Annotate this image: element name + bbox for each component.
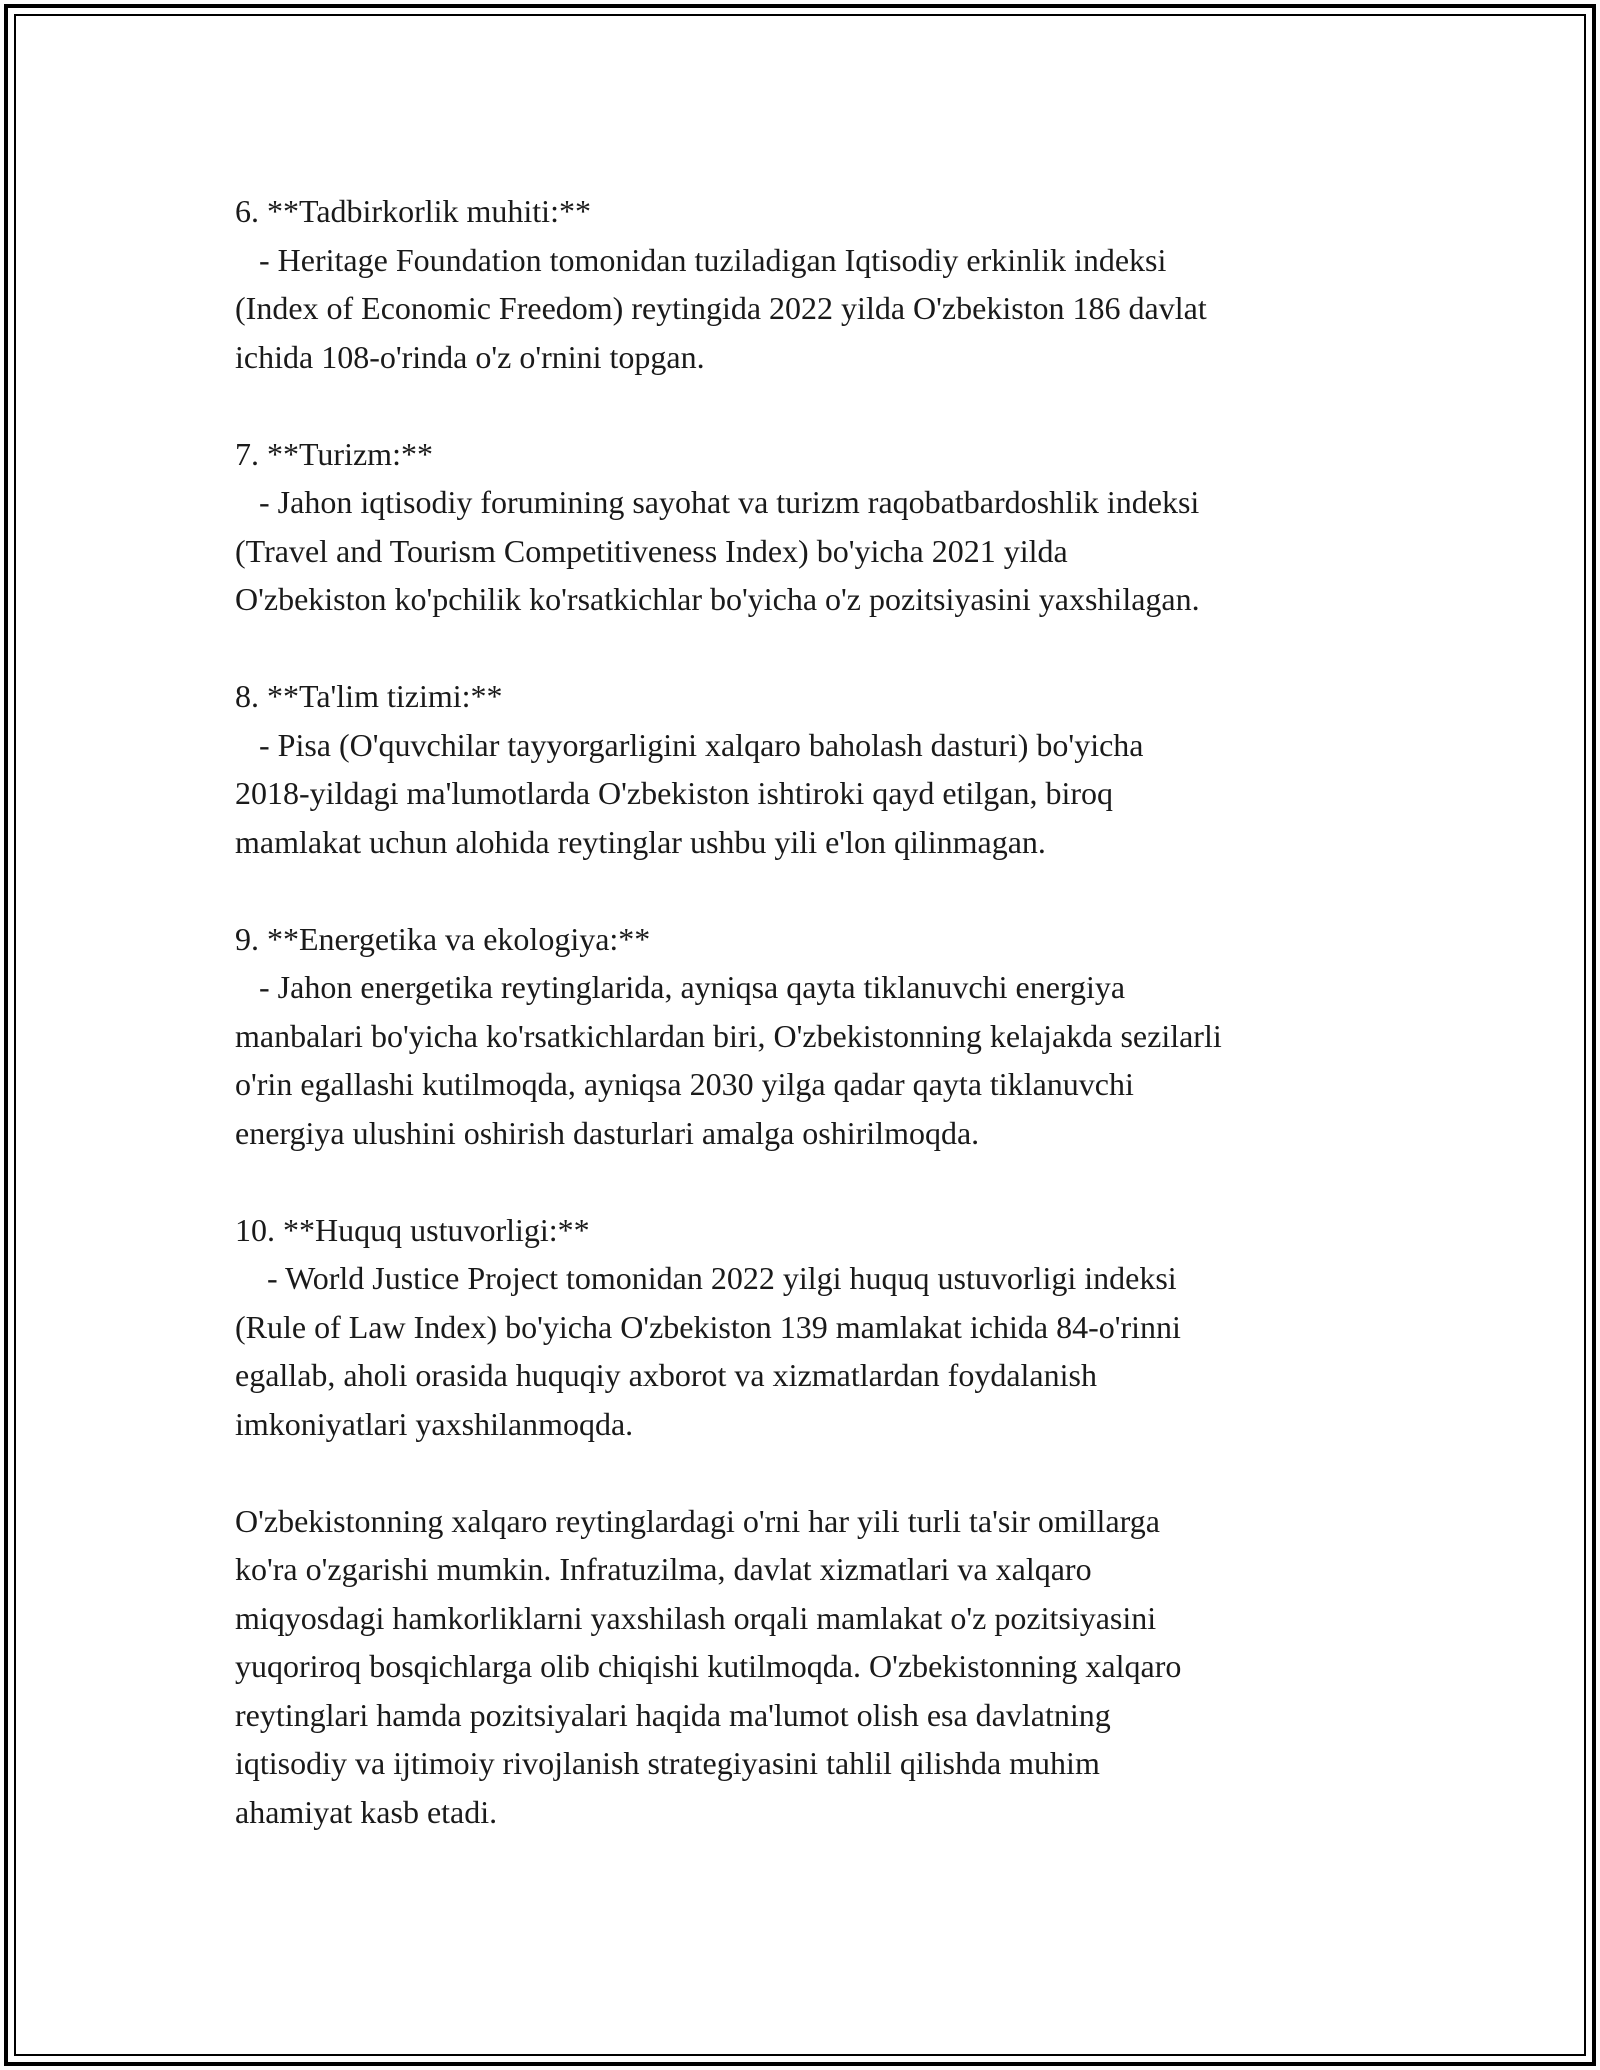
- section-business-environment: [235, 187, 1385, 381]
- section-line: (Rule of Law Index) bo'yicha O'zbekiston 139 mamlakat ichida 84-o'rinni: [235, 1308, 1181, 1345]
- document-body: [235, 187, 1385, 1836]
- section-line: o'rin egallashi kutilmoqda, ayniqsa 2030 yilga qadar qayta tiklanuvchi: [235, 1066, 1134, 1102]
- paragraph-gap: [235, 866, 1385, 915]
- paragraph-gap: [235, 381, 1385, 430]
- section-education: [235, 672, 1385, 866]
- section-heading: 6. **Tadbirkorlik muhiti:**: [235, 193, 591, 229]
- section-line: (Index of Economic Freedom) reytingida 2022 yilda O'zbekiston 186 davlat: [235, 290, 1207, 326]
- conclusion-paragraph: [235, 1497, 1385, 1837]
- conclusion-line: ahamiyat kasb etadi.: [235, 1793, 498, 1830]
- section-line: 2018-yildagi ma'lumotlarda O'zbekiston ishtiroki qayd etilgan, biroq: [235, 775, 1114, 811]
- paragraph-gap: [235, 1157, 1385, 1206]
- section-line: - Heritage Foundation tomonidan tuziladigan Iqtisodiy erkinlik indeksi: [235, 241, 1167, 278]
- section-line: - World Justice Project tomonidan 2022 yilgi huquq ustuvorligi indeksi: [235, 1260, 1177, 1296]
- section-tourism: [235, 430, 1385, 624]
- section-line: O'zbekiston ko'pchilik ko'rsatkichlar bo'yicha o'z pozitsiyasini yaxshilagan.: [235, 581, 1200, 617]
- paragraph-gap: [235, 1448, 1385, 1497]
- section-energy-ecology: [235, 915, 1385, 1158]
- conclusion-line: ko'ra o'zgarishi mumkin. Infratuzilma, davlat xizmatlari va xalqaro: [235, 1551, 1092, 1587]
- section-line: mamlakat uchun alohida reytinglar ushbu yili e'lon qilinmagan.: [235, 823, 1046, 860]
- conclusion-line: miqyosdagi hamkorliklarni yaxshilash orqali mamlakat o'z pozitsiyasini: [235, 1599, 1157, 1636]
- section-line: - Jahon energetika reytinglarida, ayniqsa qayta tiklanuvchi energiya: [235, 969, 1126, 1005]
- section-line: - Jahon iqtisodiy forumining sayohat va turizm raqobatbardoshlik indeksi: [235, 484, 1200, 520]
- section-line: - Pisa (O'quvchilar tayyorgarligini xalqaro baholash dasturi) bo'yicha: [235, 726, 1144, 763]
- section-heading: 10. **Huquq ustuvorligi:**: [235, 1211, 590, 1248]
- section-heading: 9. **Energetika va ekologiya:**: [235, 920, 651, 957]
- section-line: imkoniyatlari yaxshilanmoqda.: [235, 1405, 634, 1442]
- section-rule-of-law: [235, 1206, 1385, 1449]
- section-heading: 7. **Turizm:**: [235, 435, 433, 472]
- section-line: energiya ulushini oshirish dasturlari amalga oshirilmoqda.: [235, 1114, 980, 1151]
- section-line: egallab, aholi orasida huquqiy axborot va xizmatlardan foydalanish: [235, 1357, 1097, 1393]
- conclusion-line: reytinglari hamda pozitsiyalari haqida ma'lumot olish esa davlatning: [235, 1696, 1111, 1733]
- section-line: (Travel and Tourism Competitiveness Index) bo'yicha 2021 yilda: [235, 532, 1068, 569]
- conclusion-line: O'zbekistonning xalqaro reytinglardagi o'rni har yili turli ta'sir omillarga: [235, 1502, 1160, 1539]
- section-line: manbalari bo'yicha ko'rsatkichlardan biri, O'zbekistonning kelajakda sezilarli: [235, 1017, 1222, 1054]
- section-heading: 8. **Ta'lim tizimi:**: [235, 678, 503, 714]
- section-line: ichida 108-o'rinda o'z o'rnini topgan.: [235, 338, 705, 375]
- paragraph-gap: [235, 624, 1385, 673]
- conclusion-line: iqtisodiy va ijtimoiy rivojlanish strategiyasini tahlil qilishda muhim: [235, 1745, 1100, 1781]
- conclusion-line: yuqoriroq bosqichlarga olib chiqishi kutilmoqda. O'zbekistonning xalqaro: [235, 1648, 1182, 1684]
